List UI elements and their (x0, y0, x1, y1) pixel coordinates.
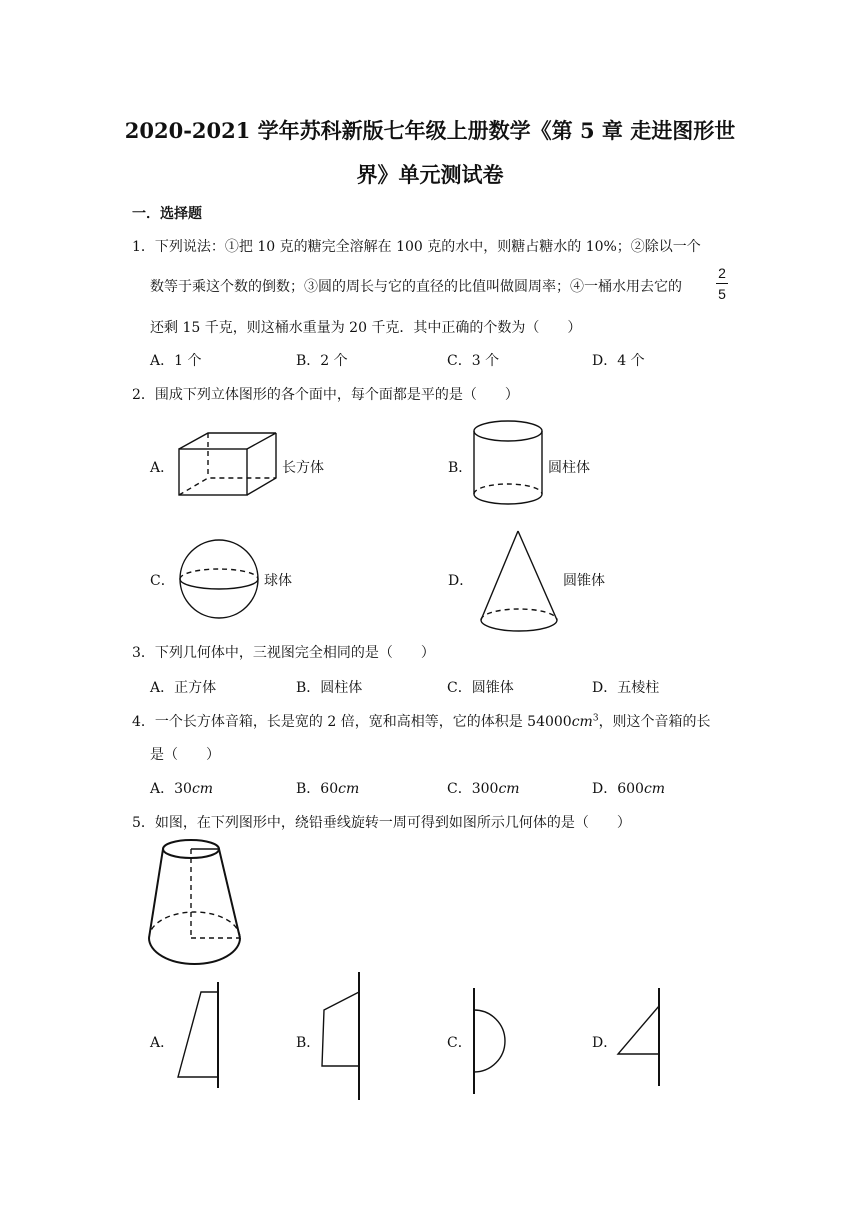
q5-option-d-letter: D． (592, 1035, 618, 1051)
q1-option-c: C．3 个 (447, 353, 500, 369)
q5-option-a-letter: A． (150, 1035, 175, 1051)
q5-option-c-letter: C． (447, 1035, 472, 1051)
q2-option-c-name: 球体 (264, 573, 292, 589)
q1-option-b: B．2 个 (296, 353, 348, 369)
q5-option-b-shape (315, 972, 367, 1102)
q4-stem-text: 4．一个长方体音箱，长是宽的 2 倍，宽和高相等，它的体积是 54000 (132, 714, 572, 730)
q4-option-a: A．30cm (150, 781, 214, 797)
sphere-figure (176, 538, 266, 624)
q5-option-a-shape (170, 982, 230, 1090)
q4-option-d: D．600cm (592, 781, 666, 797)
q1-option-d: D．4 个 (592, 353, 645, 369)
cone-figure (477, 528, 561, 640)
q2-option-b-letter: B． (448, 460, 473, 476)
q3-option-a: A．正方体 (150, 680, 217, 696)
q4-stem-line1 (132, 711, 711, 731)
cuboid-figure (170, 428, 282, 500)
q2-option-a-name: 长方体 (282, 460, 324, 476)
exam-title-line1: 2020-2021 学年苏科新版七年级上册数学《第 5 章 走进图形世 (124, 118, 736, 143)
q5-option-c-shape (466, 988, 516, 1098)
q4-unit-exponent: 3 (592, 713, 599, 724)
q5-option-d-shape (614, 988, 670, 1088)
q2-stem: 2．围成下列立体图形的各个面中，每个面都是平的是（ ） (132, 387, 519, 403)
q3-option-b: B．圆柱体 (296, 680, 363, 696)
q2-option-c-letter: C． (150, 573, 175, 589)
q5-stem: 5．如图，在下列图形中，绕铅垂线旋转一周可得到如图所示几何体的是（ ） (132, 815, 631, 831)
q2-option-a-letter: A． (150, 460, 175, 476)
q1-option-a: A．1 个 (150, 353, 202, 369)
q1-stem-line3: 还剩 15 千克，则这桶水重量为 20 千克．其中正确的个数为（ ） (150, 320, 582, 336)
q2-option-d-letter: D． (448, 573, 474, 589)
q1-fraction-bar (716, 283, 728, 284)
section-heading: 一．选择题 (132, 206, 202, 222)
q4-stem-text-end: ，则这个音箱的长 (598, 714, 711, 730)
q4-unit: cm (571, 714, 593, 730)
q4-option-b: B．60cm (296, 781, 360, 797)
exam-title-line2: 界》单元测试卷 (356, 162, 504, 187)
q3-option-c: C．圆锥体 (447, 680, 514, 696)
q5-option-b-letter: B． (296, 1035, 321, 1051)
q1-stem-line1: 1．下列说法：①把 10 克的糖完全溶解在 100 克的水中，则糖占糖水的 10%；②除以一个 (132, 239, 701, 255)
cylinder-figure (470, 418, 550, 510)
q2-option-b-name: 圆柱体 (548, 460, 590, 476)
q3-option-d: D．五棱柱 (592, 680, 660, 696)
q4-stem-line2: 是（ ） (150, 747, 220, 763)
frustum-figure (145, 838, 245, 970)
q4-option-c: C．300cm (447, 781, 520, 797)
q3-stem: 3．下列几何体中，三视图完全相同的是（ ） (132, 645, 435, 661)
q1-stem-line2: 数等于乘这个数的倒数；③圆的周长与它的直径的比值叫做圆周率；④一桶水用去它的 (150, 279, 682, 295)
q2-option-d-name: 圆锥体 (563, 573, 605, 589)
q1-fraction-denominator: 5 (718, 286, 726, 302)
q1-fraction-numerator: 2 (718, 265, 726, 281)
